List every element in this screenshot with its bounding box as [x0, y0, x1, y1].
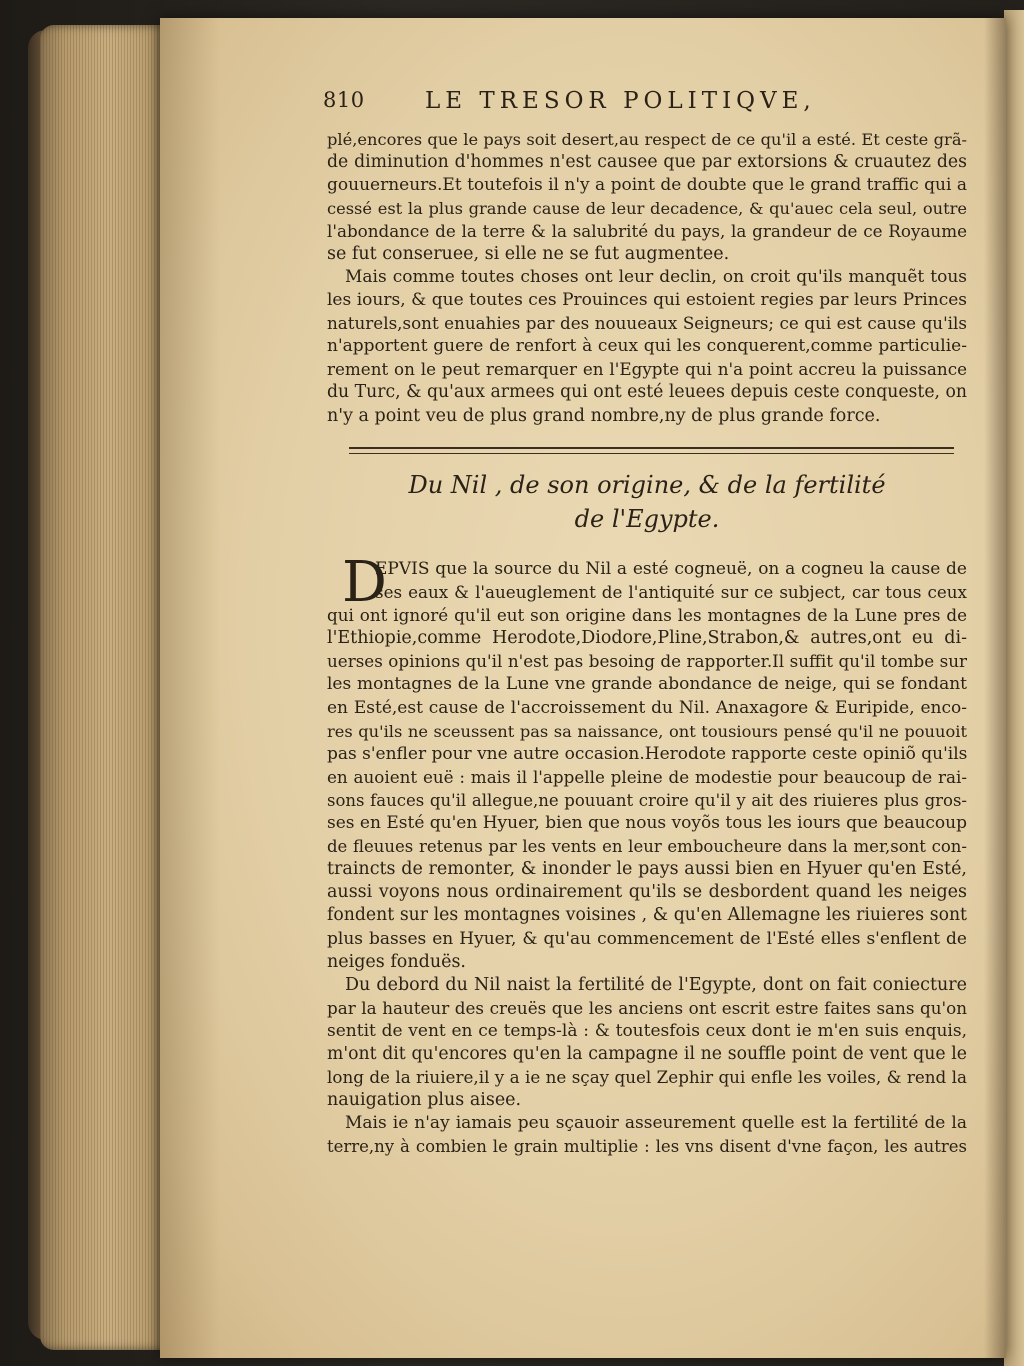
text-line: terre,ny à combien le grain multiplie : les vns disent d'vne façon, les autres — [327, 1137, 967, 1157]
paragraph-3 — [327, 550, 967, 974]
text-line: par la hauteur des creuës que les anciens ont escrit estre faites sans qu'on — [327, 998, 967, 1019]
text-line: l'Ethiopie,comme Herodote,Diodore,Pline,Strabon,& autres,ont eu di- — [327, 628, 967, 649]
text-line: naturels,sont enuahies par des nouueaux Seigneurs; ce qui est cause qu'ils — [327, 313, 967, 334]
text-line: long de la riuiere,il y a ie ne sçay quel Zephir qui enfle les voiles, & rend la — [327, 1067, 967, 1088]
paragraph-1 — [327, 128, 967, 267]
text-line: m'ont dit qu'encores qu'en la campagne il ne souffle point de vent que le — [327, 1044, 967, 1065]
paragraph-5 — [327, 1112, 967, 1158]
text-line: plus basses en Hyuer, & qu'au commencement de l'Esté elles s'enflent de — [327, 928, 967, 949]
text-line: sons fauces qu'il allegue,ne pouuant croire qu'il y ait des riuieres plus gros- — [327, 790, 967, 810]
facing-page-edge — [1004, 10, 1024, 1366]
text-line: traincts de remonter, & inonder le pays aussi bien en Hyuer qu'en Esté, — [327, 859, 967, 880]
text-line: gouuerneurs.Et toutefois il n'y a point de doubte que le grand traffic qui a — [327, 175, 967, 196]
text-line: les iours, & que toutes ces Prouinces qui estoient regies par leurs Princes — [327, 290, 967, 311]
text-line: se fut conseruee, si elle ne se fut augmentee. — [327, 244, 730, 265]
text-line: qui ont ignoré qu'il eut son origine dans les montagnes de la Lune pres de — [327, 605, 967, 626]
text-line: sentit de vent en ce temps-là : & toutesfois ceux dont ie m'en suis enquis, — [327, 1021, 967, 1042]
running-title: LE TRESOR POLITIQVE, — [425, 88, 816, 114]
text-line: neiges fonduës. — [327, 951, 466, 972]
chapter-title-line-2: de l'Egypte. — [574, 505, 720, 533]
paragraph-2 — [327, 266, 967, 428]
text-line: en Esté,est cause de l'accroissement du Nil. Anaxagore & Euripide, enco- — [327, 697, 967, 718]
text-line: du Turc, & qu'aux armees qui ont esté leuees depuis ceste conqueste, on — [327, 382, 967, 403]
text-line: aussi voyons nous ordinairement qu'ils se desbordent quand les neiges — [327, 882, 967, 903]
text-line: plé,encores que le pays soit desert,au respect de ce qu'il a esté. Et ceste grã- — [327, 130, 967, 149]
paragraph-4 — [327, 974, 967, 1113]
chapter-title-line-1: Du Nil , de son origine, & de la fertilité — [408, 471, 886, 499]
page-header — [323, 88, 967, 128]
text-line: EPVIS que la source du Nil a esté cogneuë, on a cogneu la cause de — [375, 559, 967, 579]
text-line: Mais comme toutes choses ont leur declin, on croit qu'ils manquẽt tous — [345, 267, 967, 287]
text-line: l'abondance de la terre & la salubrité du pays, la grandeur de ce Royaume — [327, 221, 967, 242]
text-line: uerses opinions qu'il n'est pas besoing de rapporter.Il suffit qu'il tombe sur — [327, 651, 967, 672]
text-line: Du debord du Nil naist la fertilité de l'Egypte, dont on fait coniecture — [345, 975, 967, 995]
text-line: en auoient euë : mais il l'appelle pleine de modestie pour beaucoup de rai- — [327, 766, 967, 787]
text-line: cessé est la plus grande cause de leur decadence, & qu'auec cela seul, outre — [327, 199, 967, 219]
text-line: les montagnes de la Lune vne grande abondance de neige, qui se fondant — [327, 674, 967, 695]
text-line: ses eaux & l'aueuglement de l'antiquité sur ce subject, car tous ceux — [375, 582, 967, 603]
section-divider — [349, 447, 954, 454]
text-line: Mais ie n'ay iamais peu sçauoir asseurement quelle est la fertilité de la — [345, 1113, 967, 1133]
page-edges — [40, 25, 165, 1350]
text-line: de fleuues retenus par les vents en leur emboucheure dans la mer,sont con- — [327, 837, 967, 857]
text-line: fondent sur les montagnes voisines , & qu'en Allemagne les riuieres sont — [327, 905, 967, 926]
text-line: rement on le peut remarquer en l'Egypte qui n'a point accreu la puissance — [327, 359, 967, 380]
page-number: 810 — [323, 88, 365, 112]
text-line: res qu'ils ne sceussent pas sa naissance, ont tousiours pensé qu'il ne pouuoit — [327, 721, 967, 741]
text-line: de diminution d'hommes n'est causee que par extorsions & cruautez des — [327, 152, 967, 173]
text-line: n'y a point veu de plus grand nombre,ny de plus grande force. — [327, 405, 881, 426]
text-line: nauigation plus aisee. — [327, 1090, 522, 1111]
text-line: ses en Esté qu'en Hyuer, bien que nous voyõs tous les iours que beaucoup — [327, 813, 967, 834]
text-line: pas s'enfler pour vne autre occasion.Herodote rapporte ceste opiniõ qu'ils — [327, 743, 967, 764]
text-line: n'apportent guere de renfort à ceux qui les conquerent,comme particulie- — [327, 336, 967, 357]
drop-capital: D — [342, 550, 387, 615]
